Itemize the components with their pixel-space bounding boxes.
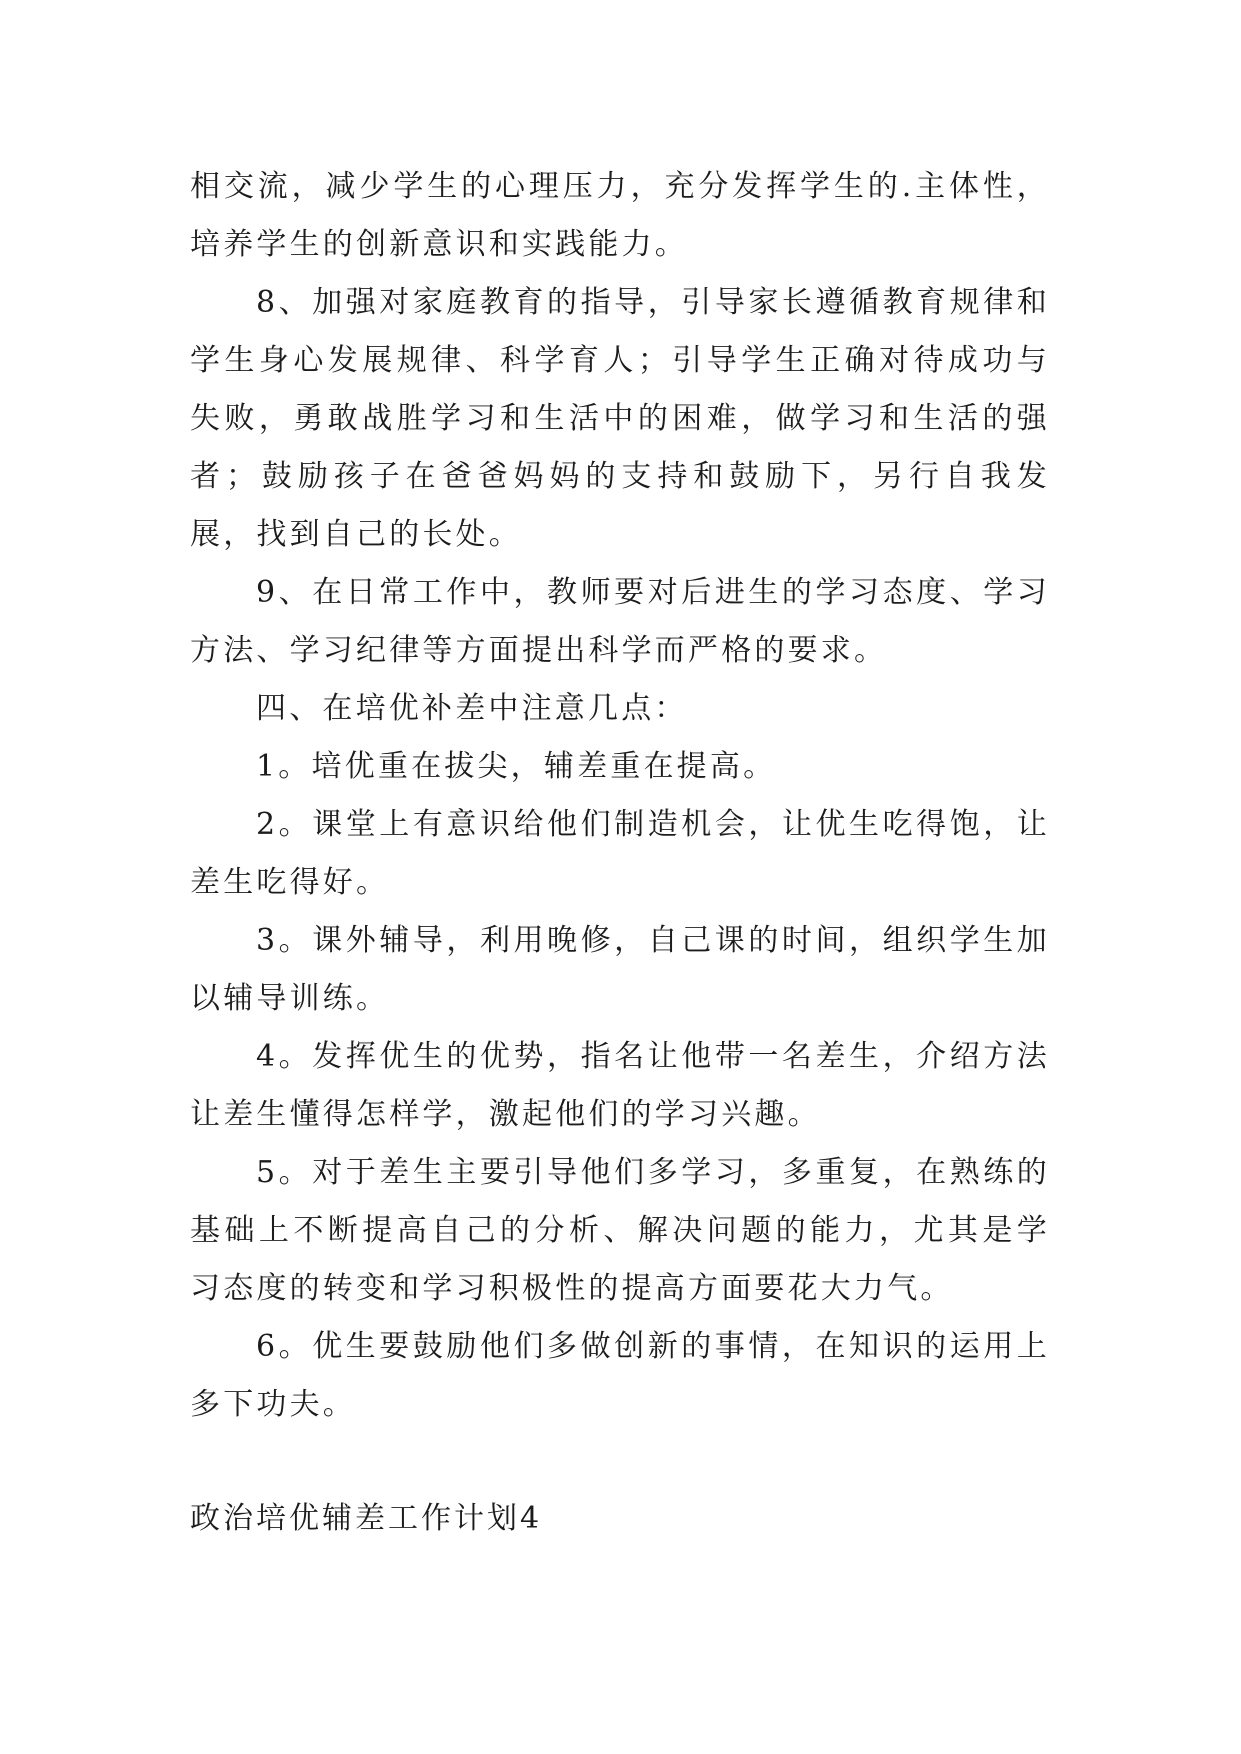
paragraph-item-8: 8、加强对家庭教育的指导，引导家长遵循教育规律和学生身心发展规律、科学育人；引导学生正确对待成功与失败，勇敢战胜学习和生活中的困难，做学习和生活的强者；鼓励孩子在爸爸妈妈的支持和鼓励下，另行自我发展，找到自己的长处。 [190,285,1050,552]
list-item-2: 2。课堂上有意识给他们制造机会，让优生吃得饱，让差生吃得好。 [190,807,1050,900]
section-heading-four: 四、在培优补差中注意几点： [256,691,688,726]
list-item-3: 3。课外辅导，利用晚修，自己课的时间，组织学生加以辅导训练。 [190,923,1050,1016]
next-section-title: 政治培优辅差工作计划4 [190,1501,543,1536]
list-item-4: 4。发挥优生的优势，指名让他带一名差生，介绍方法让差生懂得怎样学，激起他们的学习兴趣。 [190,1039,1050,1132]
paragraph-item-9: 9、在日常工作中，教师要对后进生的学习态度、学习方法、学习纪律等方面提出科学而严格的要求。 [190,575,1050,668]
list-item-1: 1。培优重在拔尖，辅差重在提高。 [256,749,777,784]
list-item-6: 6。优生要鼓励他们多做创新的事情，在知识的运用上多下功夫。 [190,1329,1050,1422]
paragraph-continuation: 相交流，减少学生的心理压力，充分发挥学生的.主体性，培养学生的创新意识和实践能力。 [190,169,1050,262]
list-item-5: 5。对于差生主要引导他们多学习，多重复，在熟练的基础上不断提高自己的分析、解决问题的能力，尤其是学习态度的转变和学习积极性的提高方面要花大力气。 [190,1155,1050,1306]
document-body [190,158,1050,1434]
